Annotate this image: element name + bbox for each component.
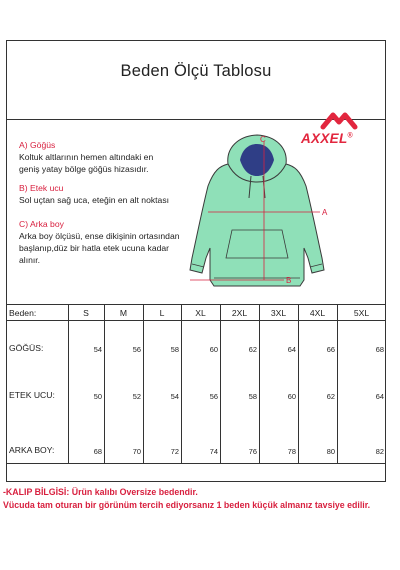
table-cell: 56 [132,345,141,354]
section-b-heading: B) Etek ucu [19,183,64,193]
section-c-heading: C) Arka boy [19,219,64,229]
page-title: Beden Ölçü Tablosu [120,62,272,80]
label-b: B [286,276,292,285]
size-table [6,304,386,464]
table-cell: 54 [93,345,102,354]
fit-note-line1: -KALIP BİLGİSİ: Ürün kalıbı Oversize bedendir. [3,487,198,497]
table-cell: 66 [326,345,335,354]
label-a: A [322,208,328,217]
hoodie-diagram [180,130,340,300]
table-cell: 54 [170,392,179,401]
section-c-line1: Arka boy ölçüsü, ense dikişinin ortasından [19,231,180,241]
table-cell: 62 [326,392,335,401]
table-cell: 82 [375,447,384,456]
table-corner-label: Beden: [9,308,37,318]
logo-wordmark: AXXEL® [301,131,353,146]
size-header-4xl: 4XL [309,308,326,318]
table-cell: 64 [287,345,296,354]
size-header-5xl: 5XL [353,308,370,318]
table-cell: 68 [375,345,384,354]
size-header-l: L [159,308,165,318]
section-c-line3: alınır. [19,255,41,265]
section-a-line2: geniş yatay bölge göğüs hizasıdır. [19,164,149,174]
table-cell: 58 [170,345,179,354]
table-cell: 62 [248,345,257,354]
row-label-etek-ucu: ETEK UCU: [9,390,55,400]
row-label-gogus: GÖĞÜS: [9,343,44,353]
title-section [6,40,386,120]
table-cell: 64 [375,392,384,401]
fit-note-line2: Vücuda tam oturan bir görünüm tercih ediyorsanız 1 beden küçük almanız tavsiye edilir. [3,500,371,510]
logo-mark-icon [301,109,377,131]
label-c: C [260,135,266,144]
row-label-arka-boy: ARKA BOY: [9,445,55,455]
table-cell: 72 [170,447,179,456]
section-a [19,139,153,175]
table-cell: 80 [326,447,335,456]
section-c [19,218,180,266]
table-cell: 52 [132,392,141,401]
table-cell: 78 [287,447,296,456]
table-cell: 74 [209,447,218,456]
size-header-s: S [83,308,89,318]
table-cell: 58 [248,392,257,401]
section-b-line1: Sol uçtan sağ uca, eteğin en alt noktası [19,195,170,205]
table-cell: 68 [93,447,102,456]
size-header-3xl: 3XL [270,308,287,318]
size-header-xl: XL [195,308,206,318]
table-cell: 56 [209,392,218,401]
table-cell: 70 [132,447,141,456]
section-b [19,182,169,206]
table-cell: 60 [287,392,296,401]
section-a-line1: Koltuk altlarının hemen altındaki en [19,152,154,162]
section-c-line2: başlanıp,düz bir hatla etek ucuna kadar [19,243,170,253]
size-header-2xl: 2XL [231,308,248,318]
section-a-heading: A) Göğüs [19,140,56,150]
size-header-m: M [119,308,128,318]
table-cell: 76 [248,447,257,456]
table-cell: 50 [93,392,102,401]
table-cell: 60 [209,345,218,354]
